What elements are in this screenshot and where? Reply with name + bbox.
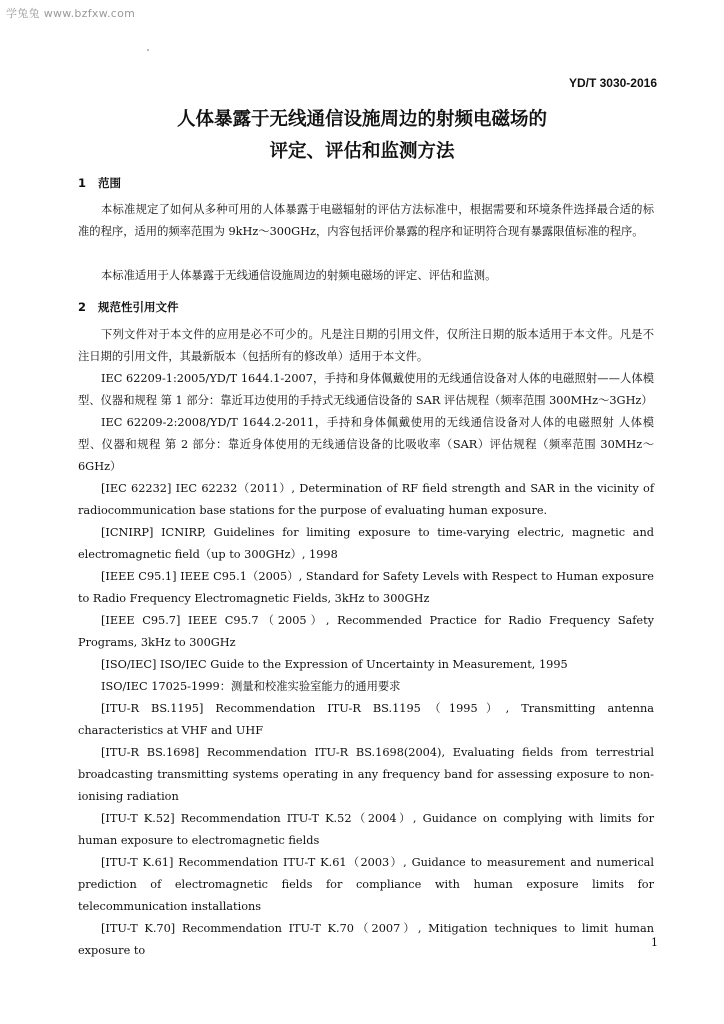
normative-references-list (78, 324, 654, 962)
section-number: 1 (78, 176, 87, 190)
reference-item: [ITU-R BS.1698] Recommendation ITU-R BS.1698(2004), Evaluating fields from terrestrial broadcasting transmitting systems operating in any frequency band for assessing exposure to non-ionising radiation (78, 746, 654, 803)
section-number: 2 (78, 300, 87, 314)
watermark: 学兔兔 www.bzfxw.com (6, 7, 136, 20)
reference-item: [IEEE C95.1] IEEE C95.1（2005）, Standard for Safety Levels with Respect to Human exposure to Radio Frequency Electromagnetic Fields, 3kHz to 300GHz (78, 570, 654, 605)
section-heading-scope (78, 175, 121, 191)
reference-item: [ITU-T K.70] Recommendation ITU-T K.70（2007）, Mitigation techniques to limit human exposure to (78, 922, 654, 957)
document-title-line-2: 评定、评估和监测方法 (269, 141, 455, 162)
reference-item: [IEEE C95.7] IEEE C95.7（2005）, Recommended Practice for Radio Frequency Safety Programs, 3kHz to 300GHz (78, 614, 654, 649)
scope-paragraph: 本标准规定了如何从多种可用的人体暴露于电磁辐射的评估方法标准中，根据需要和环境条件选择最合适的标准的程序，适用的频率范围为 9kHz～300GHz，内容包括评价暴露的程序和证明符合现有暴露限值标准的程序。 (78, 203, 654, 238)
section-title: 范围 (98, 176, 122, 190)
scan-speck (147, 49, 149, 51)
document-title-line-1: 人体暴露于无线通信设施周边的射频电磁场的 (176, 109, 547, 130)
page-number: 1 (651, 936, 658, 949)
reference-item: [IEC 62232] IEC 62232（2011）, Determination of RF field strength and SAR in the vicinity of radiocommunication base stations for the purpose of evaluating human exposure. (78, 482, 654, 517)
reference-item: [ITU-T K.52] Recommendation ITU-T K.52（2004）, Guidance on complying with limits for human exposure to electromagnetic fields (78, 812, 654, 847)
reference-item: [ITU-T K.61] Recommendation ITU-T K.61（2003）, Guidance to measurement and numerical prediction of electromagnetic fields for compliance with human exposure limits for telecommunication installations (78, 856, 654, 913)
reference-item: [ISO/IEC] ISO/IEC Guide to the Expression of Uncertainty in Measurement, 1995 (101, 658, 568, 671)
section-heading-normative-references (78, 299, 179, 315)
standard-number: YD/T 3030-2016 (568, 76, 657, 90)
scope-paragraph: 本标准适用于人体暴露于无线通信设施周边的射频电磁场的评定、评估和监测。 (101, 269, 497, 282)
reference-intro-paragraph: 下列文件对于本文件的应用是必不可少的。凡是注日期的引用文件，仅所注日期的版本适用于本文件。凡是不注日期的引用文件，其最新版本（包括所有的修改单）适用于本文件。 (78, 328, 654, 363)
reference-item: [ICNIRP] ICNIRP, Guidelines for limiting exposure to time-varying electric, magnetic and electromagnetic field（up to 300GHz）, 1998 (78, 526, 654, 561)
reference-item: [ITU-R BS.1195] Recommendation ITU-R BS.1195（1995）, Transmitting antenna characteristics at VHF and UHF (78, 702, 654, 737)
reference-item: IEC 62209-2:2008/YD/T 1644.2-2011，手持和身体佩戴使用的无线通信设备对人体的电磁照射 人体模型、仪器和规程 第 2 部分：靠近身体使用的无线通信设备的比吸收率（SAR）评估规程（频率范围 30MHz～6GHz） (78, 416, 654, 473)
reference-item: IEC 62209-1:2005/YD/T 1644.1-2007，手持和身体佩戴使用的无线通信设备对人体的电磁照射——人体模型、仪器和规程 第 1 部分：靠近耳边使用的手持式无线通信设备的 SAR 评估规程（频率范围 300MHz～3GHz） (78, 372, 654, 407)
section-title: 规范性引用文件 (98, 300, 179, 314)
reference-item: ISO/IEC 17025-1999：测量和校准实验室能力的通用要求 (101, 680, 401, 693)
